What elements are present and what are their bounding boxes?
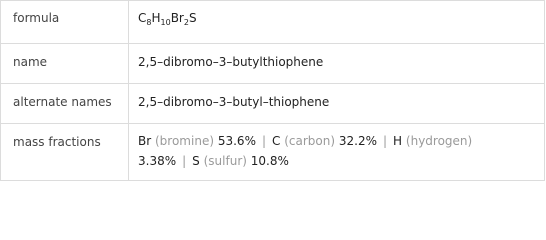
name-label: name — [1, 44, 129, 84]
separator: | — [182, 154, 187, 168]
element-name: (sulfur) — [203, 154, 247, 168]
mass-fractions-value — [129, 124, 545, 181]
formula-element-symbol: S — [188, 11, 197, 25]
separator: | — [261, 134, 267, 148]
separator: | — [383, 134, 388, 148]
alternate-names-value: 2,5–dibromo–3–butyl–thiophene — [129, 84, 545, 124]
element-fraction: 10.8% — [250, 154, 289, 168]
formula-element-symbol: H — [151, 11, 161, 25]
name-value: 2,5–dibromo–3–butylthiophene — [129, 44, 545, 84]
mass-fractions-line-2 — [138, 151, 536, 171]
element-name: (hydrogen) — [405, 134, 473, 148]
mass-fractions-row — [1, 124, 545, 181]
element-name: (bromine) — [155, 134, 215, 148]
element-fraction: 3.38% — [138, 154, 177, 168]
formula-element-symbol: C — [138, 11, 147, 25]
formula-row — [1, 1, 545, 44]
formula-label: formula — [1, 1, 129, 44]
mass-fractions-line-1 — [138, 131, 536, 151]
formula-element-symbol: Br — [170, 11, 184, 25]
mass-fraction-item — [192, 154, 289, 168]
element-name: (carbon) — [284, 134, 336, 148]
formula-element-count: 10 — [160, 18, 171, 27]
formula-element-count: 2 — [183, 18, 189, 27]
mass-fractions-label: mass fractions — [1, 124, 129, 181]
formula-element-count: 8 — [146, 18, 152, 27]
alternate-names-label: alternate names — [1, 84, 129, 124]
alternate-names-row — [1, 84, 545, 124]
mass-fraction-item — [138, 134, 256, 148]
formula-value — [129, 1, 545, 44]
element-symbol: H — [393, 134, 403, 148]
element-symbol: C — [272, 134, 281, 148]
name-row — [1, 44, 545, 84]
mass-fraction-item — [272, 134, 377, 148]
element-symbol: S — [192, 154, 200, 168]
element-fraction: 53.6% — [217, 134, 256, 148]
element-symbol: Br — [138, 134, 152, 148]
element-fraction: 32.2% — [338, 134, 377, 148]
mass-fraction-item — [393, 134, 472, 148]
